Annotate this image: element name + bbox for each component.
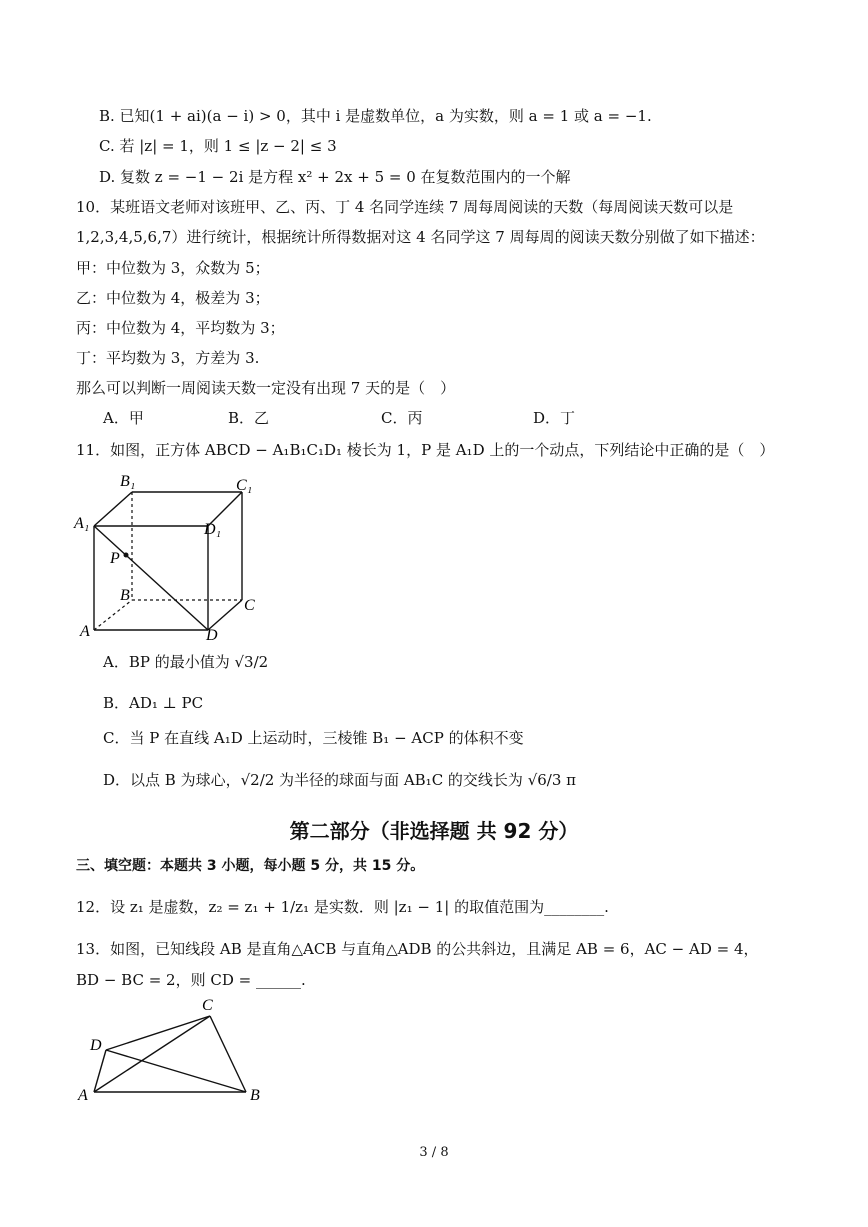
label-c1: C₁ [236,477,253,494]
q10-option-d: D．丁 [533,409,576,427]
q10-option-c: C．丙 [381,409,423,427]
triangle-figure [70,992,280,1112]
q10-statement-bing: 丙：中位数为 4，平均数为 3； [76,319,285,337]
label-c: C [244,597,255,614]
q10-question: 那么可以判断一周阅读天数一定没有出现 7 天的是（ ） [76,379,456,397]
q10-statement-ding: 丁：平均数为 3，方差为 3. [76,349,260,367]
q11-option-b: B．AD₁ ⊥ PC [103,694,204,712]
q13-line2: BD − BC = 2，则 CD = ______. [76,971,306,989]
label-d: D [206,627,218,644]
q11-stem: 11．如图，正方体 ABCD − A₁B₁C₁D₁ 棱长为 1，P 是 A₁D 上的一个动点，下列结论中正确的是（ ） [76,441,775,459]
label-d1: D₁ [204,521,222,538]
q10-statement-jia: 甲：中位数为 3，众数为 5； [76,259,270,277]
q10-option-b: B．乙 [228,409,270,427]
q11-option-c: C．当 P 在直线 A₁D 上运动时，三棱锥 B₁ − ACP 的体积不变 [103,729,524,747]
tri-label-d: D [90,1037,102,1054]
q9-option-c: C. 若 |z| = 1，则 1 ≤ |z − 2| ≤ 3 [99,137,337,155]
tri-label-b: B [250,1087,260,1104]
tri-label-c: C [202,997,213,1014]
cube-figure [70,468,270,648]
q10-stem-line2: 1,2,3,4,5,6,7）进行统计，根据统计所得数据对这 4 名同学这 7 周每周的阅读天数分别做了如下描述： [76,228,765,246]
q11-option-d: D．以点 B 为球心，√2/2 为半径的球面与面 AB₁C 的交线长为 √6/3 π [103,771,577,789]
label-b: B [120,587,130,604]
q10-option-a: A．甲 [103,409,144,427]
label-p: P [110,550,120,567]
label-a1: A₁ [74,515,90,532]
q10-statement-yi: 乙：中位数为 4，极差为 3； [76,289,270,307]
q9-option-d: D. 复数 z = −1 − 2i 是方程 x² + 2x + 5 = 0 在复数范围内的一个解 [99,168,571,186]
q9-option-b: B. 已知(1 + ai)(a − i) > 0，其中 i 是虚数单位，a 为实数，则 a = 1 或 a = −1. [99,107,652,125]
label-b1: B₁ [120,473,136,490]
fill-in-header: 三、填空题：本题共 3 小题，每小题 5 分，共 15 分。 [76,858,425,874]
q10-stem-line1: 10．某班语文老师对该班甲、乙、丙、丁 4 名同学连续 7 周每周阅读的天数（每周阅读天数可以是 [76,198,734,216]
tri-label-a: A [78,1087,88,1104]
label-a: A [80,623,90,640]
q12-text: 12．设 z₁ 是虚数，z₂ = z₁ + 1/z₁ 是实数．则 |z₁ − 1| 的取值范围为________. [76,898,609,916]
q13-line1: 13．如图，已知线段 AB 是直角△ACB 与直角△ADB 的公共斜边，且满足 AB = 6，AC − AD = 4， [76,940,759,958]
section-title: 第二部分（非选择题 共 92 分） [289,819,579,843]
page-number: 3 / 8 [419,1145,449,1160]
q11-option-a: A．BP 的最小值为 √3/2 [103,653,269,671]
